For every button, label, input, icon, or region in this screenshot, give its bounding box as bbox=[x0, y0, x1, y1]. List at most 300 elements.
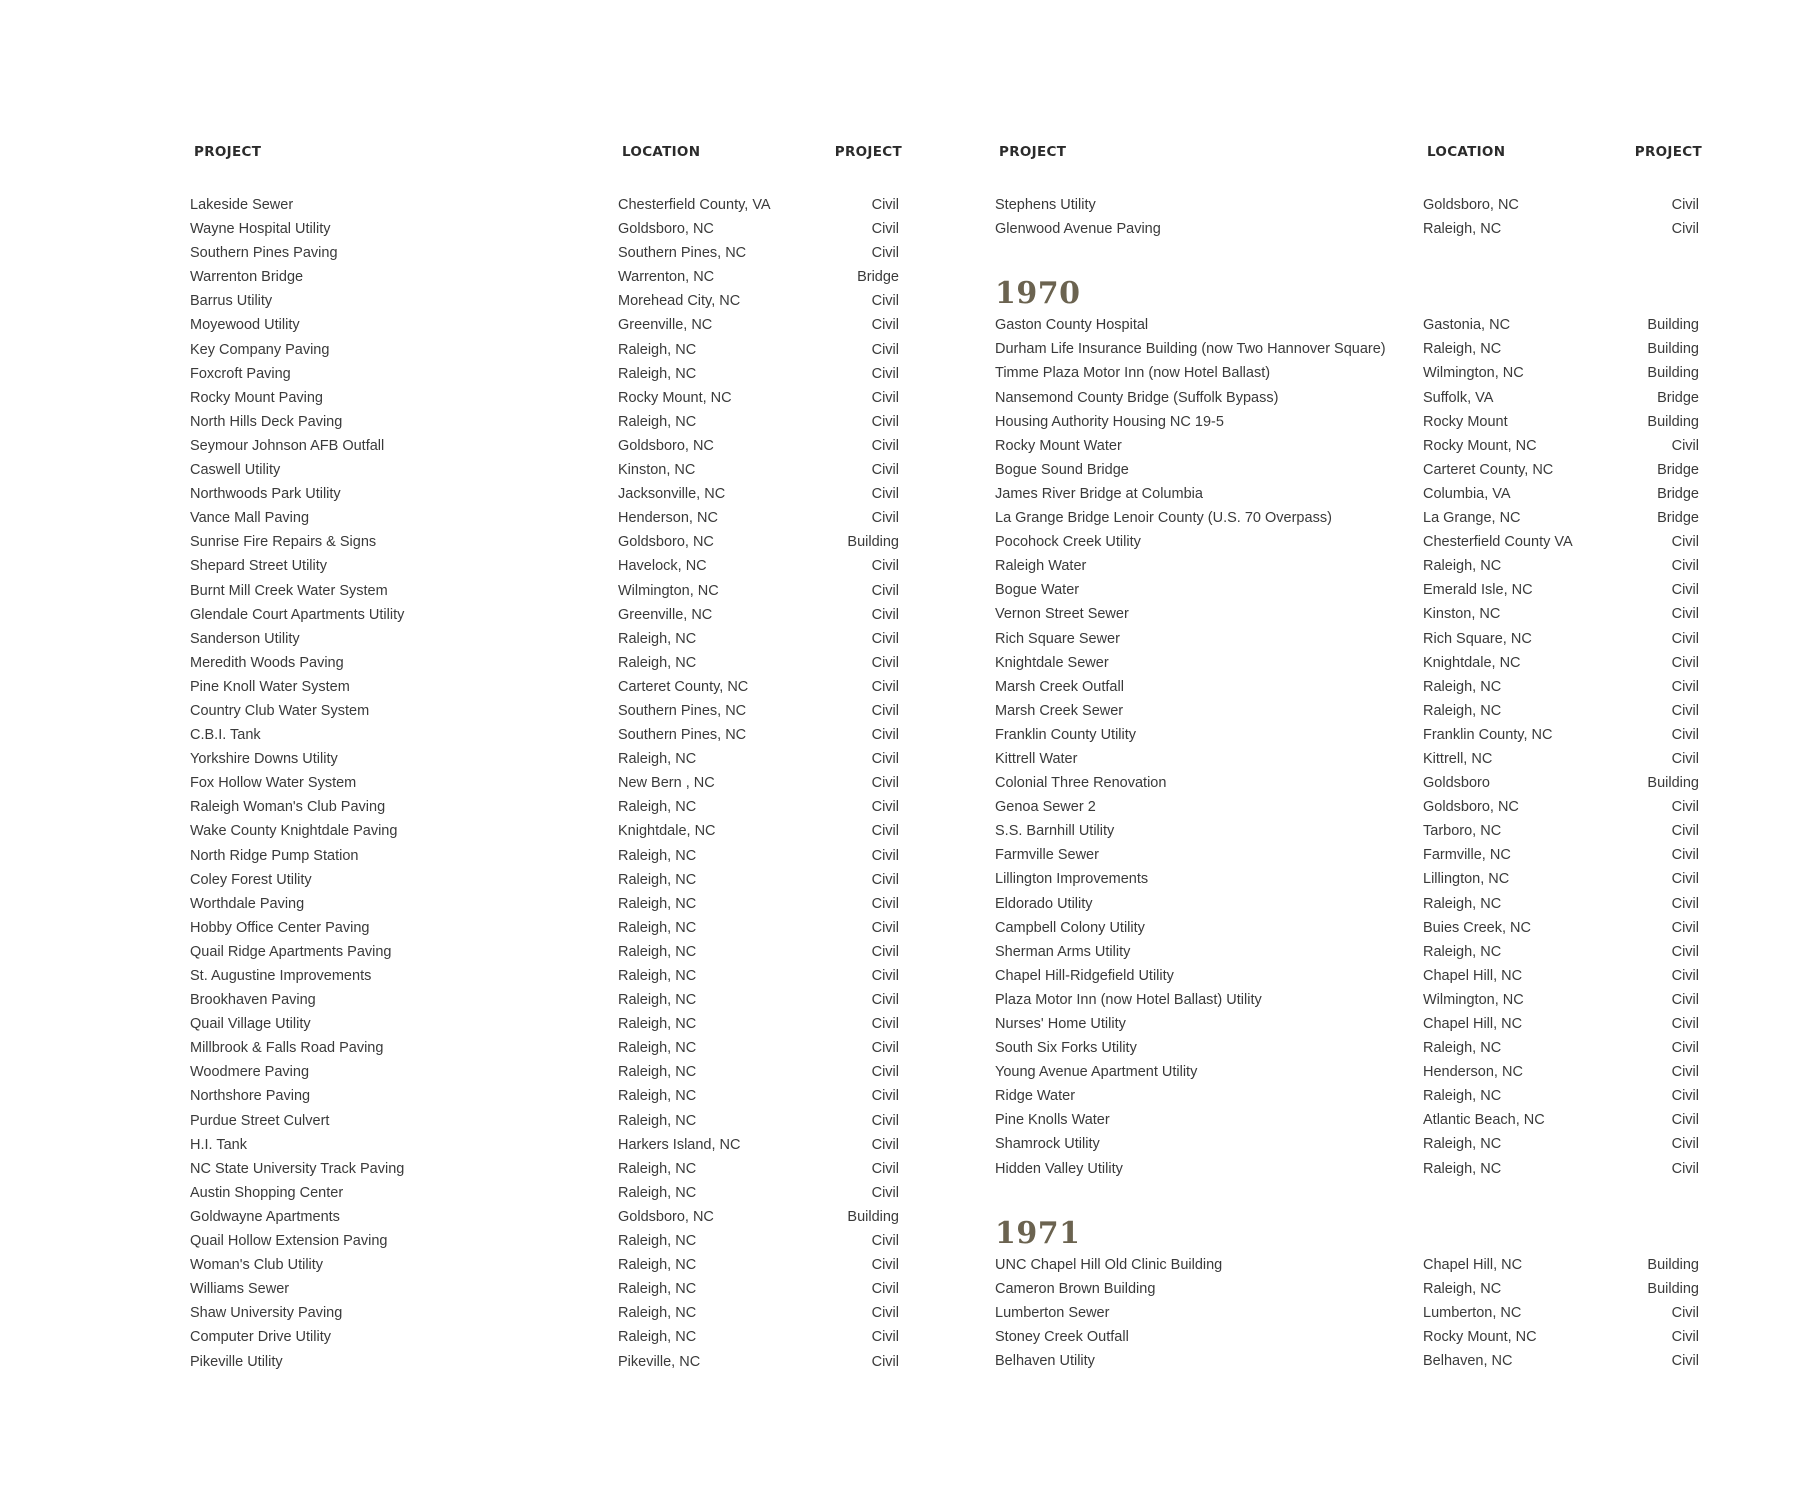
header-type: PROJECT bbox=[1634, 144, 1702, 160]
table-row bbox=[190, 747, 902, 771]
project-type: Civil bbox=[1671, 1088, 1699, 1105]
table-row bbox=[995, 1012, 1702, 1036]
table-row bbox=[190, 1253, 902, 1277]
project-location: Raleigh, NC bbox=[618, 1088, 697, 1105]
project-location: Emerald Isle, NC bbox=[1423, 582, 1533, 599]
project-type: Civil bbox=[1671, 654, 1699, 671]
table-row bbox=[190, 627, 902, 651]
project-location: Goldsboro, NC bbox=[618, 437, 714, 454]
project-location: Franklin County, NC bbox=[1423, 726, 1553, 743]
project-location: Raleigh, NC bbox=[618, 1040, 697, 1057]
project-type: Civil bbox=[871, 775, 899, 792]
table-row bbox=[995, 386, 1702, 410]
table-row bbox=[995, 964, 1702, 988]
table-row bbox=[995, 1253, 1702, 1277]
table-row bbox=[190, 1036, 902, 1060]
spacer bbox=[995, 1181, 1702, 1205]
table-row bbox=[995, 530, 1702, 554]
table-row bbox=[190, 1325, 902, 1349]
project-location: Lumberton, NC bbox=[1423, 1304, 1522, 1321]
project-location: Henderson, NC bbox=[618, 510, 718, 527]
project-location: Raleigh, NC bbox=[1423, 895, 1502, 912]
table-row bbox=[995, 1325, 1702, 1349]
project-name: Durham Life Insurance Building (now Two Hannover Square) bbox=[995, 341, 1386, 358]
table-row bbox=[190, 434, 902, 458]
project-type: Civil bbox=[871, 365, 899, 382]
project-name: Burnt Mill Creek Water System bbox=[190, 582, 388, 599]
project-type: Civil bbox=[871, 919, 899, 936]
table-row bbox=[190, 699, 902, 723]
project-type: Civil bbox=[1671, 630, 1699, 647]
project-type: Civil bbox=[871, 1136, 899, 1153]
project-type: Civil bbox=[871, 462, 899, 479]
project-type: Civil bbox=[1671, 1016, 1699, 1032]
project-type: Bridge bbox=[1657, 389, 1699, 406]
project-name: Coley Forest Utility bbox=[190, 871, 312, 888]
project-type: Civil bbox=[1671, 726, 1699, 743]
project-location: Wilmington, NC bbox=[1423, 991, 1524, 1008]
project-location: Buies Creek, NC bbox=[1423, 919, 1531, 936]
project-type: Building bbox=[1647, 341, 1699, 358]
project-name: Pine Knolls Water bbox=[995, 1112, 1110, 1129]
project-type: Civil bbox=[1671, 1064, 1699, 1081]
list-1971 bbox=[995, 1253, 1702, 1373]
table-row bbox=[190, 1229, 902, 1253]
project-location: Kinston, NC bbox=[1423, 606, 1501, 623]
project-location: Raleigh, NC bbox=[1423, 1088, 1502, 1105]
project-type: Civil bbox=[1671, 967, 1699, 984]
project-location: Columbia, VA bbox=[1423, 485, 1511, 502]
project-name: James River Bridge at Columbia bbox=[995, 485, 1203, 502]
project-name: Plaza Motor Inn (now Hotel Ballast) Utility bbox=[995, 991, 1262, 1008]
project-location: Farmville, NC bbox=[1423, 847, 1511, 864]
project-name: Pine Knoll Water System bbox=[190, 678, 350, 695]
project-name: Quail Ridge Apartments Paving bbox=[190, 943, 392, 960]
project-type: Civil bbox=[871, 678, 899, 695]
project-name: Nansemond County Bridge (Suffolk Bypass) bbox=[995, 389, 1279, 406]
project-location: Raleigh, NC bbox=[618, 1016, 697, 1033]
table-row bbox=[190, 795, 902, 819]
header-type: PROJECT bbox=[834, 144, 902, 160]
project-name: Ridge Water bbox=[995, 1088, 1076, 1105]
project-location: Raleigh, NC bbox=[618, 413, 697, 430]
project-name: Rocky Mount Water bbox=[995, 437, 1122, 454]
project-location: Lillington, NC bbox=[1423, 871, 1510, 888]
project-location: Raleigh, NC bbox=[618, 1305, 697, 1322]
project-type: Civil bbox=[871, 1040, 899, 1057]
table-row bbox=[995, 1036, 1702, 1060]
project-location: Raleigh, NC bbox=[618, 630, 697, 647]
project-type: Building bbox=[1647, 365, 1699, 382]
project-location: Knightdale, NC bbox=[618, 823, 716, 840]
project-name: Lakeside Sewer bbox=[190, 197, 294, 213]
table-row bbox=[995, 482, 1702, 506]
project-location: Kinston, NC bbox=[618, 462, 696, 479]
project-name: Housing Authority Housing NC 19-5 bbox=[995, 413, 1224, 430]
table-row bbox=[190, 362, 902, 386]
project-type: Bridge bbox=[1657, 461, 1699, 478]
table-row bbox=[995, 747, 1702, 771]
project-location: Raleigh, NC bbox=[618, 654, 697, 671]
table-row bbox=[190, 651, 902, 675]
project-location: Raleigh, NC bbox=[1423, 1280, 1502, 1297]
project-name: S.S. Barnhill Utility bbox=[995, 823, 1115, 840]
table-row bbox=[190, 892, 902, 916]
project-type: Civil bbox=[871, 1184, 899, 1201]
project-name: Sherman Arms Utility bbox=[995, 943, 1131, 960]
table-row bbox=[190, 1012, 902, 1036]
project-type: Civil bbox=[871, 847, 899, 864]
project-name: Austin Shopping Center bbox=[190, 1184, 344, 1201]
project-location: Raleigh, NC bbox=[618, 751, 697, 768]
right-project-list bbox=[995, 193, 1702, 1373]
project-location: Atlantic Beach, NC bbox=[1423, 1112, 1545, 1129]
project-location: Wilmington, NC bbox=[618, 582, 719, 599]
project-type: Civil bbox=[871, 1088, 899, 1105]
project-location: Chapel Hill, NC bbox=[1423, 1256, 1523, 1273]
table-row bbox=[995, 1277, 1702, 1301]
project-name: Computer Drive Utility bbox=[190, 1329, 331, 1346]
project-location: Raleigh, NC bbox=[1423, 341, 1502, 358]
project-type: Civil bbox=[871, 486, 899, 503]
table-row bbox=[190, 241, 902, 265]
project-type: Civil bbox=[871, 1305, 899, 1322]
table-row bbox=[190, 1277, 902, 1301]
project-type: Civil bbox=[871, 197, 899, 213]
table-row bbox=[190, 338, 902, 362]
project-name: Southern Pines Paving bbox=[190, 245, 338, 262]
project-type: Building bbox=[1647, 1280, 1699, 1297]
project-name: Cameron Brown Building bbox=[995, 1280, 1156, 1297]
project-type: Building bbox=[1647, 413, 1699, 430]
project-type: Building bbox=[847, 1208, 899, 1225]
table-row bbox=[190, 1157, 902, 1181]
project-type: Civil bbox=[1671, 534, 1699, 551]
table-row bbox=[190, 1084, 902, 1108]
project-name: Nurses' Home Utility bbox=[995, 1016, 1126, 1032]
year-1970-label: 1970 bbox=[995, 276, 1081, 312]
project-name: NC State University Track Paving bbox=[190, 1160, 405, 1177]
table-row bbox=[995, 675, 1702, 699]
project-type: Civil bbox=[871, 582, 899, 599]
project-location: Rich Square, NC bbox=[1423, 630, 1532, 647]
project-location: La Grange, NC bbox=[1423, 510, 1521, 527]
project-location: Greenville, NC bbox=[618, 606, 713, 623]
project-name: Raleigh Water bbox=[995, 558, 1087, 575]
project-name: Knightdale Sewer bbox=[995, 654, 1109, 671]
project-type: Civil bbox=[1671, 943, 1699, 960]
project-location: Goldsboro, NC bbox=[1423, 799, 1519, 816]
project-location: Tarboro, NC bbox=[1423, 823, 1502, 840]
project-type: Civil bbox=[871, 1064, 899, 1081]
project-type: Civil bbox=[871, 1016, 899, 1033]
table-row bbox=[995, 337, 1702, 361]
table-row bbox=[995, 193, 1702, 217]
table-row bbox=[995, 627, 1702, 651]
project-location: Gastonia, NC bbox=[1423, 317, 1511, 334]
project-name: Marsh Creek Outfall bbox=[995, 678, 1124, 695]
project-name: Timme Plaza Motor Inn (now Hotel Ballast) bbox=[995, 365, 1271, 382]
project-type: Civil bbox=[871, 823, 899, 840]
project-type: Civil bbox=[871, 1257, 899, 1274]
project-name: Young Avenue Apartment Utility bbox=[995, 1064, 1198, 1081]
project-type: Bridge bbox=[1657, 510, 1699, 527]
project-location: Raleigh, NC bbox=[1423, 1160, 1502, 1177]
table-row bbox=[190, 579, 902, 603]
project-name: Gaston County Hospital bbox=[995, 317, 1149, 334]
table-row bbox=[190, 482, 902, 506]
project-name: Lillington Improvements bbox=[995, 871, 1149, 888]
project-location: Rocky Mount, NC bbox=[1423, 437, 1537, 454]
table-row bbox=[190, 844, 902, 868]
table-row bbox=[995, 1157, 1702, 1181]
table-row bbox=[190, 1181, 902, 1205]
table-row bbox=[995, 795, 1702, 819]
project-name: UNC Chapel Hill Old Clinic Building bbox=[995, 1256, 1223, 1273]
project-type: Civil bbox=[871, 895, 899, 912]
left-project-list bbox=[190, 193, 902, 1374]
project-type: Civil bbox=[871, 293, 899, 310]
project-type: Civil bbox=[871, 630, 899, 647]
project-type: Civil bbox=[871, 871, 899, 888]
year-heading-1970 bbox=[995, 265, 1702, 313]
project-location: Chesterfield County VA bbox=[1423, 534, 1573, 551]
table-row bbox=[190, 916, 902, 940]
project-location: Raleigh, NC bbox=[1423, 702, 1502, 719]
table-row bbox=[190, 603, 902, 627]
right-header-row bbox=[995, 144, 1702, 164]
project-location: Suffolk, VA bbox=[1423, 389, 1494, 406]
year-1971-label: 1971 bbox=[995, 1215, 1081, 1251]
list-1970 bbox=[995, 313, 1702, 1180]
table-row bbox=[995, 506, 1702, 530]
project-location: Chapel Hill, NC bbox=[1423, 967, 1523, 984]
project-location: Kittrell, NC bbox=[1423, 750, 1493, 767]
project-type: Civil bbox=[871, 992, 899, 1009]
project-type: Civil bbox=[1671, 1112, 1699, 1129]
table-row bbox=[190, 506, 902, 530]
project-location: Southern Pines, NC bbox=[618, 727, 747, 744]
table-row bbox=[995, 434, 1702, 458]
project-type: Civil bbox=[871, 1160, 899, 1177]
project-name: Moyewood Utility bbox=[190, 317, 300, 334]
project-type: Building bbox=[1647, 775, 1699, 792]
project-type: Civil bbox=[871, 1353, 899, 1370]
table-row bbox=[995, 1132, 1702, 1156]
project-name: Woodmere Paving bbox=[190, 1064, 310, 1081]
project-type: Civil bbox=[871, 943, 899, 960]
project-location: Carteret County, NC bbox=[618, 678, 749, 695]
project-name: Foxcroft Paving bbox=[190, 365, 291, 382]
table-row bbox=[995, 410, 1702, 434]
project-type: Civil bbox=[871, 437, 899, 454]
project-location: Raleigh, NC bbox=[618, 1184, 697, 1201]
project-location: Raleigh, NC bbox=[1423, 221, 1502, 238]
project-name: Wake County Knightdale Paving bbox=[190, 823, 398, 840]
project-location: Raleigh, NC bbox=[1423, 943, 1502, 960]
project-location: Wilmington, NC bbox=[1423, 365, 1524, 382]
project-location: Warrenton, NC bbox=[618, 269, 715, 286]
project-type: Civil bbox=[1671, 895, 1699, 912]
project-location: Raleigh, NC bbox=[618, 919, 697, 936]
table-row bbox=[995, 1060, 1702, 1084]
table-row bbox=[995, 819, 1702, 843]
project-name: Millbrook & Falls Road Paving bbox=[190, 1040, 384, 1057]
project-name: Bogue Sound Bridge bbox=[995, 461, 1129, 478]
project-name: Stephens Utility bbox=[995, 197, 1096, 213]
project-location: Carteret County, NC bbox=[1423, 461, 1554, 478]
table-row bbox=[190, 386, 902, 410]
table-row bbox=[995, 313, 1702, 337]
project-location: Raleigh, NC bbox=[618, 1064, 697, 1081]
project-location: Raleigh, NC bbox=[618, 871, 697, 888]
project-name: Pocohock Creek Utility bbox=[995, 534, 1141, 551]
table-row bbox=[190, 988, 902, 1012]
project-name: Brookhaven Paving bbox=[190, 992, 316, 1009]
table-row bbox=[995, 940, 1702, 964]
project-type: Civil bbox=[871, 1281, 899, 1298]
project-location: Rocky Mount, NC bbox=[618, 389, 732, 406]
project-name: Wayne Hospital Utility bbox=[190, 221, 331, 238]
project-location: Harkers Island, NC bbox=[618, 1136, 741, 1153]
project-name: Country Club Water System bbox=[190, 702, 370, 719]
project-type: Civil bbox=[871, 558, 899, 575]
project-type: Building bbox=[1647, 1256, 1699, 1273]
project-type: Civil bbox=[1671, 750, 1699, 767]
header-location: LOCATION bbox=[622, 144, 701, 160]
project-location: Raleigh, NC bbox=[618, 895, 697, 912]
project-location: Raleigh, NC bbox=[618, 799, 697, 816]
table-row bbox=[190, 1109, 902, 1133]
project-name: Colonial Three Renovation bbox=[995, 775, 1167, 792]
year-heading-1971 bbox=[995, 1205, 1702, 1253]
project-name: Quail Village Utility bbox=[190, 1016, 311, 1033]
table-row bbox=[190, 1301, 902, 1325]
project-name: Northwoods Park Utility bbox=[190, 486, 341, 503]
project-location: Chesterfield County, VA bbox=[618, 197, 771, 213]
project-name: St. Augustine Improvements bbox=[190, 968, 372, 984]
table-row bbox=[190, 868, 902, 892]
project-type: Civil bbox=[1671, 437, 1699, 454]
project-location: Raleigh, NC bbox=[618, 1281, 697, 1298]
project-type: Civil bbox=[1671, 702, 1699, 719]
table-row bbox=[995, 699, 1702, 723]
project-type: Civil bbox=[1671, 606, 1699, 623]
project-name: Franklin County Utility bbox=[995, 726, 1137, 743]
project-location: Southern Pines, NC bbox=[618, 245, 747, 262]
project-name: Rocky Mount Paving bbox=[190, 389, 323, 406]
project-type: Civil bbox=[1671, 1040, 1699, 1057]
project-location: Knightdale, NC bbox=[1423, 654, 1521, 671]
project-name: Northshore Paving bbox=[190, 1088, 311, 1105]
project-location: Raleigh, NC bbox=[618, 1233, 697, 1250]
project-location: Raleigh, NC bbox=[1423, 558, 1502, 575]
table-row bbox=[190, 458, 902, 482]
table-row bbox=[190, 723, 902, 747]
project-name: Yorkshire Downs Utility bbox=[190, 751, 338, 768]
project-name: Quail Hollow Extension Paving bbox=[190, 1233, 388, 1250]
project-location: Raleigh, NC bbox=[1423, 678, 1502, 695]
project-type: Building bbox=[1647, 317, 1699, 334]
table-row bbox=[995, 217, 1702, 241]
table-row bbox=[190, 964, 902, 988]
project-location: Raleigh, NC bbox=[1423, 1136, 1502, 1153]
table-row bbox=[995, 843, 1702, 867]
project-location: Goldsboro, NC bbox=[618, 534, 714, 551]
project-name: Vance Mall Paving bbox=[190, 510, 310, 527]
table-row bbox=[190, 819, 902, 843]
project-location: Rocky Mount bbox=[1423, 413, 1508, 430]
project-name: Shaw University Paving bbox=[190, 1305, 343, 1322]
project-location: Pikeville, NC bbox=[618, 1353, 701, 1370]
project-name: Marsh Creek Sewer bbox=[995, 702, 1124, 719]
project-type: Civil bbox=[1671, 919, 1699, 936]
project-location: Havelock, NC bbox=[618, 558, 707, 575]
table-row bbox=[190, 289, 902, 313]
project-location: Goldsboro, NC bbox=[1423, 197, 1519, 213]
project-name: Shamrock Utility bbox=[995, 1136, 1100, 1153]
project-location: Henderson, NC bbox=[1423, 1064, 1523, 1081]
table-row bbox=[190, 675, 902, 699]
project-name: Genoa Sewer 2 bbox=[995, 799, 1096, 816]
project-type: Civil bbox=[1671, 221, 1699, 238]
table-row bbox=[190, 940, 902, 964]
project-type: Civil bbox=[871, 799, 899, 816]
project-name: North Ridge Pump Station bbox=[190, 847, 359, 864]
table-row bbox=[995, 988, 1702, 1012]
project-location: Chapel Hill, NC bbox=[1423, 1016, 1523, 1032]
project-location: Raleigh, NC bbox=[618, 365, 697, 382]
project-name: Hidden Valley Utility bbox=[995, 1160, 1123, 1177]
project-location: Goldsboro, NC bbox=[618, 1208, 714, 1225]
project-name: Warrenton Bridge bbox=[190, 269, 304, 286]
project-name: Williams Sewer bbox=[190, 1281, 290, 1298]
table-row bbox=[995, 651, 1702, 675]
header-project: PROJECT bbox=[999, 144, 1067, 160]
project-location: Raleigh, NC bbox=[618, 968, 697, 984]
project-name: Glenwood Avenue Paving bbox=[995, 221, 1161, 238]
table-row bbox=[995, 1108, 1702, 1132]
project-type: Bridge bbox=[857, 269, 899, 286]
project-type: Civil bbox=[871, 1233, 899, 1250]
project-location: Goldsboro, NC bbox=[618, 221, 714, 238]
project-type: Civil bbox=[1671, 1160, 1699, 1177]
project-type: Bridge bbox=[1657, 485, 1699, 502]
table-row bbox=[190, 217, 902, 241]
project-location: Raleigh, NC bbox=[618, 1112, 697, 1129]
table-row bbox=[995, 1349, 1702, 1373]
project-name: Pikeville Utility bbox=[190, 1353, 283, 1370]
project-location: Rocky Mount, NC bbox=[1423, 1329, 1537, 1346]
project-name: Fox Hollow Water System bbox=[190, 775, 357, 792]
project-type: Civil bbox=[1671, 678, 1699, 695]
project-name: Woman's Club Utility bbox=[190, 1257, 324, 1274]
project-name: Campbell Colony Utility bbox=[995, 919, 1145, 936]
project-name: Sunrise Fire Repairs & Signs bbox=[190, 534, 377, 551]
project-name: Hobby Office Center Paving bbox=[190, 919, 370, 936]
table-row bbox=[995, 361, 1702, 385]
project-type: Civil bbox=[871, 413, 899, 430]
project-name: Glendale Court Apartments Utility bbox=[190, 606, 405, 623]
project-type: Civil bbox=[1671, 991, 1699, 1008]
project-name: Chapel Hill-Ridgefield Utility bbox=[995, 967, 1174, 984]
project-location: Morehead City, NC bbox=[618, 293, 741, 310]
project-name: H.I. Tank bbox=[190, 1136, 247, 1153]
project-name: Farmville Sewer bbox=[995, 847, 1099, 864]
project-type: Civil bbox=[871, 1329, 899, 1346]
project-type: Civil bbox=[1671, 871, 1699, 888]
table-row bbox=[190, 193, 902, 217]
